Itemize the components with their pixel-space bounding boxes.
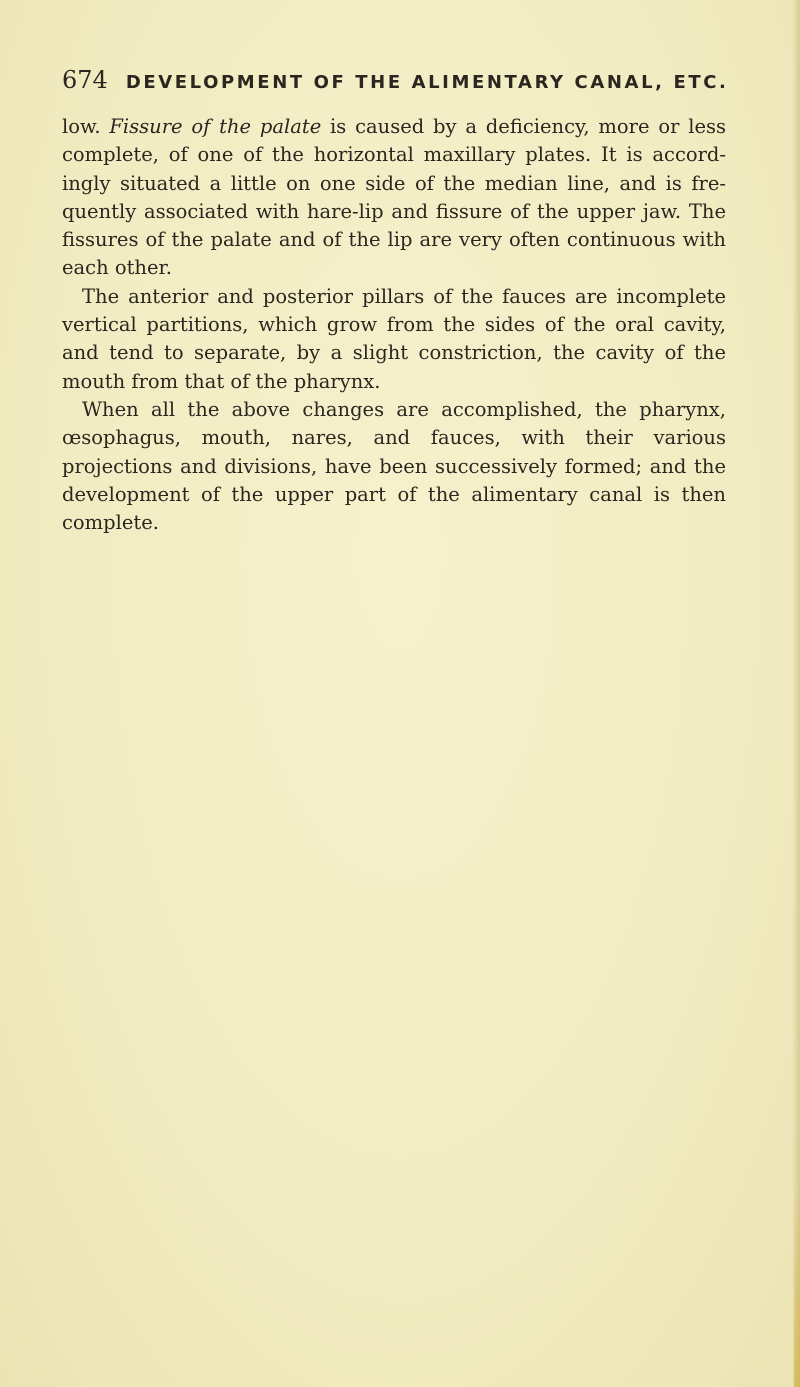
paragraph-1-italic-term: Fissure of the palate — [109, 115, 322, 138]
body-text — [62, 113, 726, 537]
page-number: 674 — [62, 66, 108, 94]
paragraph-1 — [62, 113, 726, 283]
page-edge-shadow — [792, 0, 800, 1387]
paragraph-2 — [62, 283, 726, 396]
paragraph-1-text: is caused by a deficiency, more or less complete, of one of the horizontal maxillary plates. It is accord-ingly situated a little on one side of the median line, and is fre-quently associated with hare-lip and fissure of the upper jaw. The fissures of the palate and of the lip are very often continuous with each other. — [62, 115, 726, 280]
paragraph-3 — [62, 396, 726, 537]
running-title: DEVELOPMENT OF THE ALIMENTARY CANAL, ETC. — [125, 72, 729, 93]
paragraph-2-text: The anterior and posterior pillars of the fauces are incomplete vertical partitions, which grow from the sides of the oral cavity, and tend to separate, by a slight constriction, the cavity of the mouth from that of the pharynx. — [62, 284, 726, 393]
paragraph-3-text: When all the above changes are accomplished, the pharynx, œsophagus, mouth, nares, and fauces, with their various projections and divisions, have been successively formed; and the development of the upper part of the alimentary canal is then complete. — [62, 397, 726, 535]
running-header — [62, 66, 729, 100]
paragraph-1-lead: low. — [62, 115, 110, 138]
page-edge-stain — [794, 1180, 800, 1387]
